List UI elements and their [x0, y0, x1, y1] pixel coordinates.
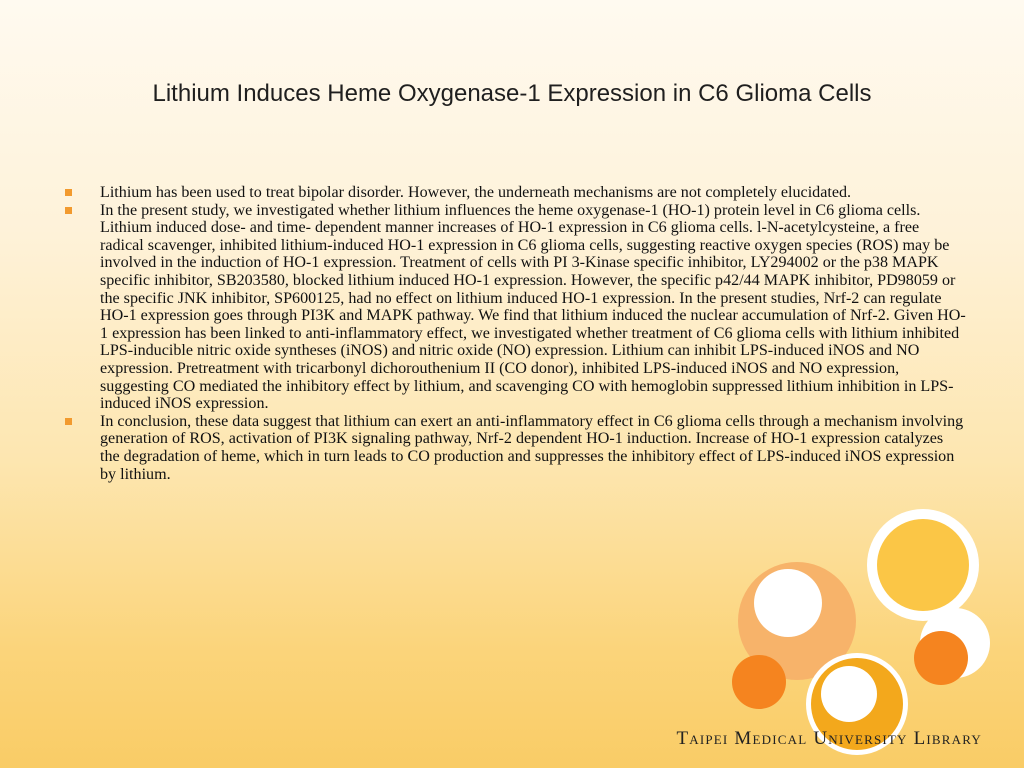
bullet-text: In conclusion, these data suggest that lithium can exert an anti-inflammatory effect in C6 glioma cells through a mechanism involving generation of ROS, activation of PI3K signaling pathway, Nrf-2 dependent HO-1 induction. Increase of HO-1 expression catalyzes the degradation of heme, which in turn leads to CO production and suppresses the inhibitory effect of LPS-induced iNOS expression by lithium. — [100, 412, 964, 483]
square-bullet-icon — [65, 189, 72, 196]
white-inner-circle — [754, 569, 822, 637]
orange-disc-circle — [732, 655, 786, 709]
bullet-item — [62, 202, 966, 413]
bullet-item — [62, 184, 966, 202]
small-orange-disc-circle — [914, 631, 968, 685]
gold-ring-inner-circle — [821, 666, 877, 722]
bullet-list — [62, 184, 966, 483]
bullet-text: In the present study, we investigated whether lithium influences the heme oxygenase-1 (HO-1) protein level in C6 glioma cells. Lithium induced dose- and time- dependent manner increases of HO-1 expression in C6 glioma cells. l-N-acetylcysteine, a free radical scavenger, inhibited lithium-induced HO-1 expression in C6 glioma cells, suggesting reactive oxygen species (ROS) may be involved in the induction of HO-1 expression. Treatment of cells with PI 3-Kinase specific inhibitor, LY294002 or the p38 MAPK specific inhibitor, SB203580, blocked lithium induced HO-1 expression. However, the specific p42/44 MAPK inhibitor, PD98059 or the specific JNK inhibitor, SP600125, had no effect on lithium induced HO-1 expression. In the present studies, Nrf-2 can regulate HO-1 expression goes through PI3K and MAPK pathway. We find that lithium induced the nuclear accumulation of Nrf-2. Given HO-1 expression has been linked to anti-inflammatory effect, we investigated whether treatment of C6 glioma cells with lithium inhibited LPS-inducible nitric oxide syntheses (iNOS) and nitric oxide (NO) expression. Lithium can inhibit LPS-induced iNOS and NO expression. Pretreatment with tricarbonyl dichorouthenium II (CO donor), inhibited LPS-induced iNOS and NO expression, suggesting CO mediated the inhibitory effect by lithium, and scavenging CO with hemoglobin suppressed lithium inhibition in LPS-induced iNOS expression. — [100, 201, 966, 413]
bullet-item — [62, 413, 966, 483]
slide-title: Lithium Induces Heme Oxygenase-1 Expression in C6 Glioma Cells — [152, 80, 872, 107]
footer-library-name: Taipei Medical University Library — [676, 728, 982, 749]
square-bullet-icon — [65, 207, 72, 214]
bullet-text: Lithium has been used to treat bipolar disorder. However, the underneath mechanisms are not completely elucidated. — [100, 184, 852, 201]
yellow-disc-circle — [877, 519, 969, 611]
square-bullet-icon — [65, 418, 72, 425]
